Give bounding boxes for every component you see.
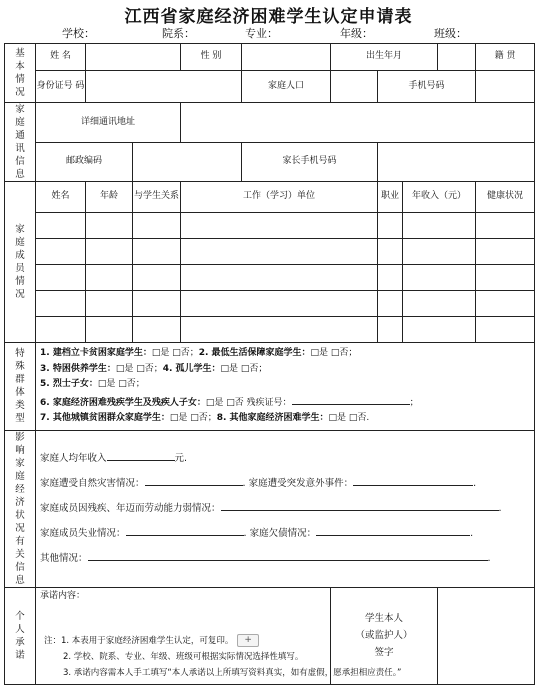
disability-line: 家庭成员因残疾、年迈而劳动能力弱情况： . [40,496,530,521]
member-income-cell[interactable] [403,291,476,317]
note-3: 3. 承诺内容需本人手工填写“本人承诺以上所填写资料真实，如有虚假，愿承担相应责任。” [63,668,402,678]
basic-row-2 [5,71,535,103]
postcode-field[interactable] [133,142,242,182]
note-1: 注：1. 本表用于家庭经济困难学生认定，可复印。 + [44,633,534,649]
parent-phone-label: 家长手机号码 [242,142,378,182]
special-option-line [40,362,530,378]
special-option-choice[interactable]: □是 □否； [115,363,163,374]
disability-blank[interactable] [221,499,499,511]
member-age-cell[interactable] [86,291,133,317]
income-blank[interactable] [107,449,175,461]
member-income-cell[interactable] [403,239,476,265]
name-field[interactable] [86,44,181,71]
member-relation-cell[interactable] [133,317,181,343]
special-option-label: 5. 烈士子女： [40,379,98,389]
member-row [5,265,535,291]
phone-label: 手机号码 [378,71,476,103]
members-header-row [5,182,535,213]
special-row [5,343,535,431]
members-col-workplace: 工作（学习）单位 [181,182,378,213]
contact-row-2 [5,142,535,182]
member-age-cell[interactable] [86,265,133,291]
household-label: 家庭人口 [242,71,331,103]
origin-label: 籍 贯 [476,44,535,71]
member-relation-cell[interactable] [133,213,181,239]
member-workplace-cell[interactable] [181,317,378,343]
member-relation-cell[interactable] [133,239,181,265]
member-income-cell[interactable] [403,265,476,291]
application-form-table [4,43,535,685]
member-name-cell[interactable] [36,291,86,317]
members-col-age: 年龄 [86,182,133,213]
member-income-cell[interactable] [403,213,476,239]
member-name-cell[interactable] [36,239,86,265]
influence-details[interactable] [36,430,535,587]
id-card-label: 身份证号 码 [36,71,86,103]
member-relation-cell[interactable] [133,291,181,317]
member-occupation-cell[interactable] [378,265,403,291]
birth-field[interactable] [438,44,476,71]
member-age-cell[interactable] [86,239,133,265]
influence-row [5,430,535,587]
influence-section-label: 影响家庭经济状况有关信息 [5,430,36,587]
household-field[interactable] [331,71,378,103]
member-occupation-cell[interactable] [378,291,403,317]
member-row [5,317,535,343]
member-age-cell[interactable] [86,213,133,239]
pledge-section-label: 个人承诺 [5,587,36,684]
members-col-name: 姓名 [36,182,86,213]
address-label: 详细通讯地址 [36,103,181,143]
debt-blank[interactable] [316,524,470,536]
special-option-choice[interactable]: □是 □否. [328,413,370,423]
member-age-cell[interactable] [86,317,133,343]
member-row [5,291,535,317]
special-option-choice[interactable]: ； [409,397,419,408]
contact-row-1 [5,103,535,143]
member-occupation-cell[interactable] [378,317,403,343]
member-workplace-cell[interactable] [181,239,378,265]
other-line: 其他情况： . [40,546,530,571]
member-row [5,213,535,239]
special-option-line [40,411,530,427]
grade-label: 年级： [340,27,373,40]
parent-phone-field[interactable] [378,142,535,182]
special-option-line [40,393,530,412]
contact-section-label: 家庭通讯信息 [5,103,36,182]
gender-field[interactable] [242,44,331,71]
members-section-label: 家庭成员情况 [5,182,36,343]
basic-row-1 [5,44,535,71]
member-occupation-cell[interactable] [378,213,403,239]
pledge-content-label: 承诺内容： [40,590,86,601]
form-notes [44,633,534,681]
major-label: 专业： [245,27,278,40]
special-option-choice[interactable]: □是 □否； [151,348,199,358]
member-row [5,239,535,265]
other-blank[interactable] [88,549,488,561]
special-option-choice[interactable]: □是 □否； [97,379,145,389]
members-col-relation: 与学生关系 [133,182,181,213]
member-health-cell[interactable] [476,291,535,317]
add-toolbar-button[interactable]: + [237,634,259,647]
member-workplace-cell[interactable] [181,291,378,317]
form-subheader [0,25,537,41]
special-option-line [40,377,530,393]
address-field[interactable] [181,103,535,143]
class-label: 班级： [434,27,467,40]
unemployment-blank[interactable] [126,524,244,536]
postcode-label: 邮政编码 [36,142,133,182]
basic-section-label: 基本情况 [5,44,36,103]
special-option-label: 6. 家庭经济困难残疾学生及残疾人子女： [40,397,206,408]
special-option-label: 8. 其他家庭经济困难学生： [216,413,329,423]
members-col-health: 健康状况 [476,182,535,213]
member-workplace-cell[interactable] [181,265,378,291]
special-option-label: 1. 建档立卡贫困家庭学生： [40,348,152,358]
member-health-cell[interactable] [476,265,535,291]
special-group-options[interactable] [36,343,535,431]
note-2: 2. 学校、院系、专业、年级、班级可根据实际情况选择性填写。 [63,652,304,662]
member-name-cell[interactable] [36,265,86,291]
member-name-cell[interactable] [36,213,86,239]
special-option-label: 4. 孤儿学生： [162,363,221,374]
members-col-occupation: 职业 [378,182,403,213]
birth-label: 出生年月 [331,44,438,71]
disability-cert-blank[interactable] [292,393,410,405]
income-line: 家庭人均年收入 元. [40,446,530,471]
member-relation-cell[interactable] [133,265,181,291]
gender-label: 性 别 [181,44,242,71]
id-card-field[interactable] [86,71,242,103]
signature-label: 学生本人 （或监护人） 签字 [331,587,438,684]
college-label: 院系： [162,27,195,40]
accident-blank[interactable] [353,474,473,486]
special-option-choice[interactable]: □是 □否 残疾证号： [205,397,292,408]
member-health-cell[interactable] [476,213,535,239]
special-option-choice[interactable]: □是 □否； [220,363,268,374]
disaster-blank[interactable] [145,474,243,486]
disaster-line: 家庭遭受自然灾害情况： . 家庭遭受突发意外事件： . [40,471,530,496]
name-label: 姓 名 [36,44,86,71]
member-income-cell[interactable] [403,317,476,343]
school-label: 学校： [62,27,95,40]
member-health-cell[interactable] [476,239,535,265]
special-option-label: 2. 最低生活保障家庭学生： [198,348,311,358]
form-title: 江西省家庭经济困难学生认定申请表 [124,7,413,27]
special-option-choice[interactable]: □是 □否； [169,413,217,423]
special-option-choice[interactable]: □是 □否； [310,348,358,358]
special-section-label: 特殊群体类型 [5,343,36,431]
members-col-income: 年收入（元） [403,182,476,213]
member-workplace-cell[interactable] [181,213,378,239]
special-option-line [40,346,530,362]
special-option-label: 3. 特困供养学生： [40,363,116,374]
phone-field[interactable] [476,71,535,103]
member-name-cell[interactable] [36,317,86,343]
member-occupation-cell[interactable] [378,239,403,265]
unemployment-line: 家庭成员失业情况： . 家庭欠债情况： . [40,521,530,546]
special-option-label: 7. 其他城镇贫困群众家庭学生： [40,413,170,423]
member-health-cell[interactable] [476,317,535,343]
